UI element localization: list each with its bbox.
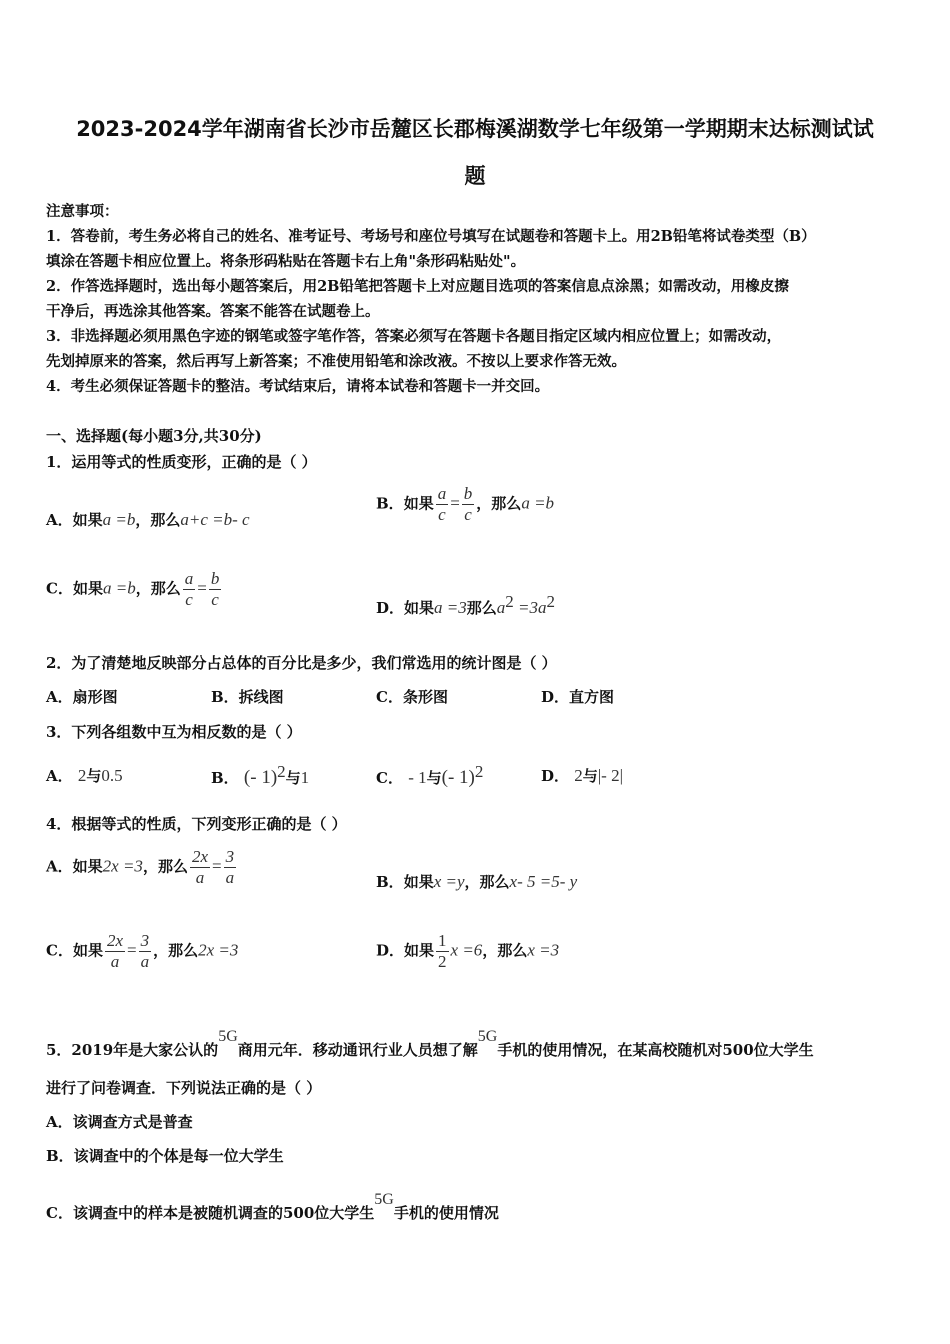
fraction: $\frac{a}{c}$: [437, 484, 447, 524]
q5-option-c: C．该调查中的样本是被随机调查的500位大学生$^{5G}$手机的使用情况: [46, 1191, 499, 1222]
q2-option-b: B．拆线图: [211, 688, 284, 706]
notice-line: 4．考生必须保证答题卡的整洁。考试结束后，请将本试卷和答题卡一并交回。: [46, 378, 550, 395]
question-3-stem: 3．下列各组数中互为相反数的是（ ）: [46, 723, 302, 741]
page-title: 2023-2024学年湖南省长沙市岳麓区长郡梅溪湖数学七年级第一学期期末达标测试试: [76, 117, 874, 141]
q3-option-c: C． - 1与(- 1)$^2$: [376, 762, 484, 788]
q5-option-a: A．该调查方式是普查: [46, 1113, 193, 1131]
notice-line: 1．答卷前，考生务必将自己的姓名、准考证号、考场号和座位号填写在试题卷和答题卡上。用2B铅笔将试卷类型（B）: [46, 228, 816, 245]
q4-option-b: B．如果x =y，那么x- 5 =5- y: [376, 872, 578, 891]
q1-option-c: C．如果a =b，那么 $\frac{a}{c}$ = $\frac{b}{c}$: [46, 569, 220, 609]
fraction: $\frac{b}{c}$: [210, 569, 220, 609]
notice-heading: 注意事项：: [46, 203, 119, 220]
question-5-stem-continued: 进行了问卷调查．下列说法正确的是（ ）: [46, 1079, 322, 1097]
q2-option-a: A．扇形图: [46, 688, 118, 706]
fraction: $\frac{3}{a}$: [140, 931, 150, 971]
question-2-stem: 2．为了清楚地反映部分占总体的百分比是多少，我们常选用的统计图是（ ）: [46, 654, 557, 672]
q1-option-b: B．如果 $\frac{a}{c}$ = $\frac{b}{c}$ ，那么a =b: [376, 484, 555, 524]
q2-option-c: C．条形图: [376, 688, 448, 706]
q1-option-d: D．如果a =3那么$a^2 =3a^2$: [376, 592, 556, 617]
notice-line: 先划掉原来的答案，然后再写上新答案；不准使用铅笔和涂改液。不按以上要求作答无效。: [46, 353, 626, 370]
fraction: $\frac{a}{c}$: [184, 569, 194, 609]
q5-option-b: B．该调查中的个体是每一位大学生: [46, 1147, 284, 1165]
question-4-stem: 4．根据等式的性质，下列变形正确的是（ ）: [46, 815, 347, 833]
section-heading: 一、选择题(每小题3分,共30分): [46, 427, 262, 445]
q4-option-c: C．如果 $\frac{2x}{a}$ = $\frac{3}{a}$ ，那么2x =3: [46, 931, 239, 971]
fraction: $\frac{3}{a}$: [225, 847, 235, 887]
q4-option-a: A．如果2x =3，那么 $\frac{2x}{a}$ = $\frac{3}{a}$: [46, 847, 235, 887]
q4-option-d: D．如果 $\frac{1}{2}$ x =6，那么x =3: [376, 931, 560, 971]
fraction: $\frac{1}{2}$: [438, 931, 447, 971]
q3-option-a: A． 2与0.5: [46, 766, 123, 785]
question-5-stem: 5．2019年是大家公认的$^{5G}$商用元年．移动通讯行业人员想了解$^{5G}$手机的使用情况，在某高校随机对500位大学生: [46, 1028, 814, 1059]
fraction: $\frac{b}{c}$: [463, 484, 473, 524]
q3-option-b: B． (- 1)$^2$与1: [211, 762, 310, 788]
q1-option-a: A．如果a =b，那么a+c =b- c: [46, 510, 250, 529]
notice-line: 填涂在答题卡相应位置上。将条形码粘贴在答题卡右上角"条形码粘贴处"。: [46, 253, 526, 270]
notice-line: 干净后，再选涂其他答案。答案不能答在试题卷上。: [46, 303, 380, 320]
q2-option-d: D．直方图: [541, 688, 615, 706]
fraction: $\frac{2x}{a}$: [106, 931, 124, 971]
fraction: $\frac{2x}{a}$: [191, 847, 208, 887]
page-title-continued: 题: [464, 164, 486, 188]
question-1-stem: 1．运用等式的性质变形，正确的是（ ）: [46, 453, 317, 471]
notice-line: 2．作答选择题时，选出每小题答案后，用2B铅笔把答题卡上对应题目选项的答案信息点涂黑；如需改动，用橡皮擦: [46, 278, 789, 295]
notice-line: 3．非选择题必须用黑色字迹的钢笔或签字笔作答，答案必须写在答题卡各题目指定区域内相应位置上；如需改动，: [46, 328, 782, 345]
q3-option-d: D． 2与|- 2|: [541, 766, 623, 785]
